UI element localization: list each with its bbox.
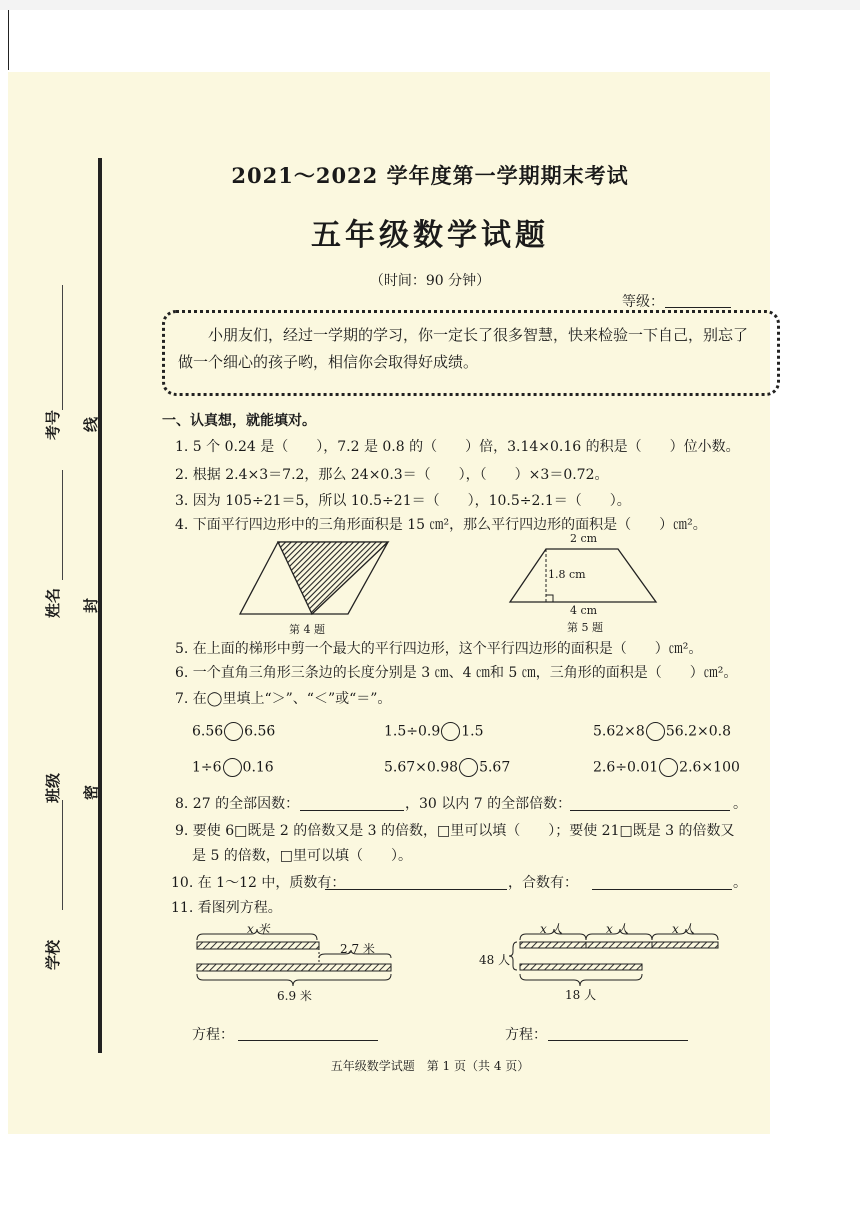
- primes-field[interactable]: [325, 889, 507, 890]
- compare-item-4: 1÷6 0.16̇: [192, 759, 274, 776]
- exam-title-main: 五年级数学试题: [311, 218, 549, 253]
- diagram-2-x-label-1: x 人: [540, 922, 563, 936]
- compare-item-2: 1.5÷0.9 1.5: [384, 723, 484, 740]
- exam-title-year: 2021～2022 学年度第一学期期末考试: [231, 163, 629, 188]
- question-7: 7. 在◯里填上“＞”、“＜”或“＝”。: [175, 691, 392, 707]
- question-4: 4. 下面平行四边形中的三角形面积是 15 ㎝²，那么平行四边形的面积是（ ）㎝²。: [175, 517, 707, 533]
- diagram-1-x-label: x 米: [247, 922, 270, 936]
- compare-circle[interactable]: [441, 722, 460, 741]
- question-1: 1. 5 个 0.24 是（ ），7.2 是 0.8 的（ ）倍，3.14×0.16 的积是（ ）位小数。: [175, 439, 740, 455]
- equation-1-field[interactable]: [238, 1040, 378, 1041]
- compare-item-5: 5.67×0.98 5.67: [384, 759, 511, 776]
- compare-circle[interactable]: [223, 758, 242, 777]
- diagram-1-segments: [195, 928, 395, 996]
- class-label: 班级: [44, 772, 62, 803]
- seal-line-label: 线: [82, 416, 100, 432]
- equation-2-field[interactable]: [548, 1040, 688, 1041]
- question-6: 6. 一个直角三角形三条边的长度分别是 3 ㎝、4 ㎝和 5 ㎝，三角形的面积是（ ）㎝²。: [175, 665, 738, 681]
- class-underline: [62, 800, 63, 910]
- compare-circle[interactable]: [224, 722, 243, 741]
- compare-circle[interactable]: [459, 758, 478, 777]
- compare-circle[interactable]: [646, 722, 665, 741]
- grade-label: 等级：: [622, 294, 664, 310]
- scan-edge: [8, 10, 9, 70]
- diagram-1-difference-label: 2.7 米: [340, 942, 375, 956]
- figure-4-caption: 第 4 题: [289, 623, 325, 636]
- exam-no-underline: [62, 285, 63, 410]
- grade-field[interactable]: [665, 307, 731, 308]
- diagram-2-bottom-label: 18 人: [565, 988, 597, 1002]
- question-11: 11. 看图列方程。: [171, 900, 282, 916]
- equation-1-label: 方程：: [192, 1027, 234, 1043]
- factors-27-field[interactable]: [300, 810, 404, 811]
- diagram-2-x-label-2: x 人: [606, 922, 629, 936]
- encouragement-text: 小朋友们，经过一学期的学习，你一定长了很多智慧，快来检验一下自己，别忘了做一个细心的孩子哟，相信你会取得好成绩。: [178, 326, 749, 371]
- figure-5-bottom-length: 4 cm: [570, 604, 598, 617]
- question-8-end: 。: [733, 796, 747, 812]
- exam-no-label: 考号: [44, 409, 62, 440]
- composites-field[interactable]: [592, 889, 732, 890]
- compare-item-3: 5.62×8 56.2×0.8: [593, 723, 731, 740]
- compare-item-6: 2.6÷0.01 2.6×100: [593, 759, 740, 776]
- diagram-1-total-label: 6.9 米: [277, 989, 312, 1003]
- diagram-2-x-label-3: x 人: [672, 922, 695, 936]
- compare-circle[interactable]: [659, 758, 678, 777]
- multiples-7-field[interactable]: [570, 810, 730, 811]
- figure-4-parallelogram: [238, 538, 398, 618]
- question-10-part-b: ，合数有：: [508, 875, 578, 891]
- diagram-2-segments: [508, 928, 722, 998]
- scan-top-margin: [0, 0, 860, 10]
- question-5: 5. 在上面的梯形中剪一个最大的平行四边形，这个平行四边形的面积是（ ）㎝²。: [175, 641, 703, 657]
- seal-mi-label: 密: [82, 784, 100, 800]
- question-10-end: 。: [733, 875, 747, 891]
- question-8-part-b: ，30 以内 7 的全部倍数：: [405, 796, 572, 812]
- section-heading: 一、认真想，就能填对。: [162, 413, 316, 429]
- question-9-line-2: 是 5 的倍数，□里可以填（ ）。: [192, 848, 413, 864]
- name-underline: [62, 470, 63, 580]
- figure-5-height: 1.8 cm: [548, 568, 586, 581]
- question-3: 3. 因为 105÷21＝5，所以 10.5÷21＝（ ），10.5÷2.1＝（ ）。: [175, 493, 631, 509]
- question-10-part-a: 10. 在 1～12 中，质数有：: [171, 875, 346, 891]
- compare-item-1: 6.56̇ 6.5̇6̇: [192, 723, 276, 740]
- seal-feng-label: 封: [82, 597, 100, 613]
- question-2: 2. 根据 2.4×3＝7.2，那么 24×0.3＝（ ），（ ）×3＝0.72。: [175, 467, 609, 483]
- figure-5-caption: 第 5 题: [567, 621, 603, 634]
- school-label: 学校: [44, 939, 62, 970]
- figure-5-top-length: 2 cm: [570, 532, 598, 545]
- name-label: 姓名: [44, 587, 62, 618]
- page-footer: 五年级数学试题 第 1 页（共 4 页）: [330, 1059, 530, 1073]
- question-8-part-a: 8. 27 的全部因数：: [175, 796, 300, 812]
- equation-2-label: 方程：: [505, 1027, 547, 1043]
- question-9-line-1: 9. 要使 6□既是 2 的倍数又是 3 的倍数，□里可以填（ ）；要使 21□既是 3 的倍数又: [175, 823, 735, 839]
- exam-time: （时间：90 分钟）: [369, 273, 491, 289]
- diagram-2-total-label: 48 人: [479, 953, 511, 967]
